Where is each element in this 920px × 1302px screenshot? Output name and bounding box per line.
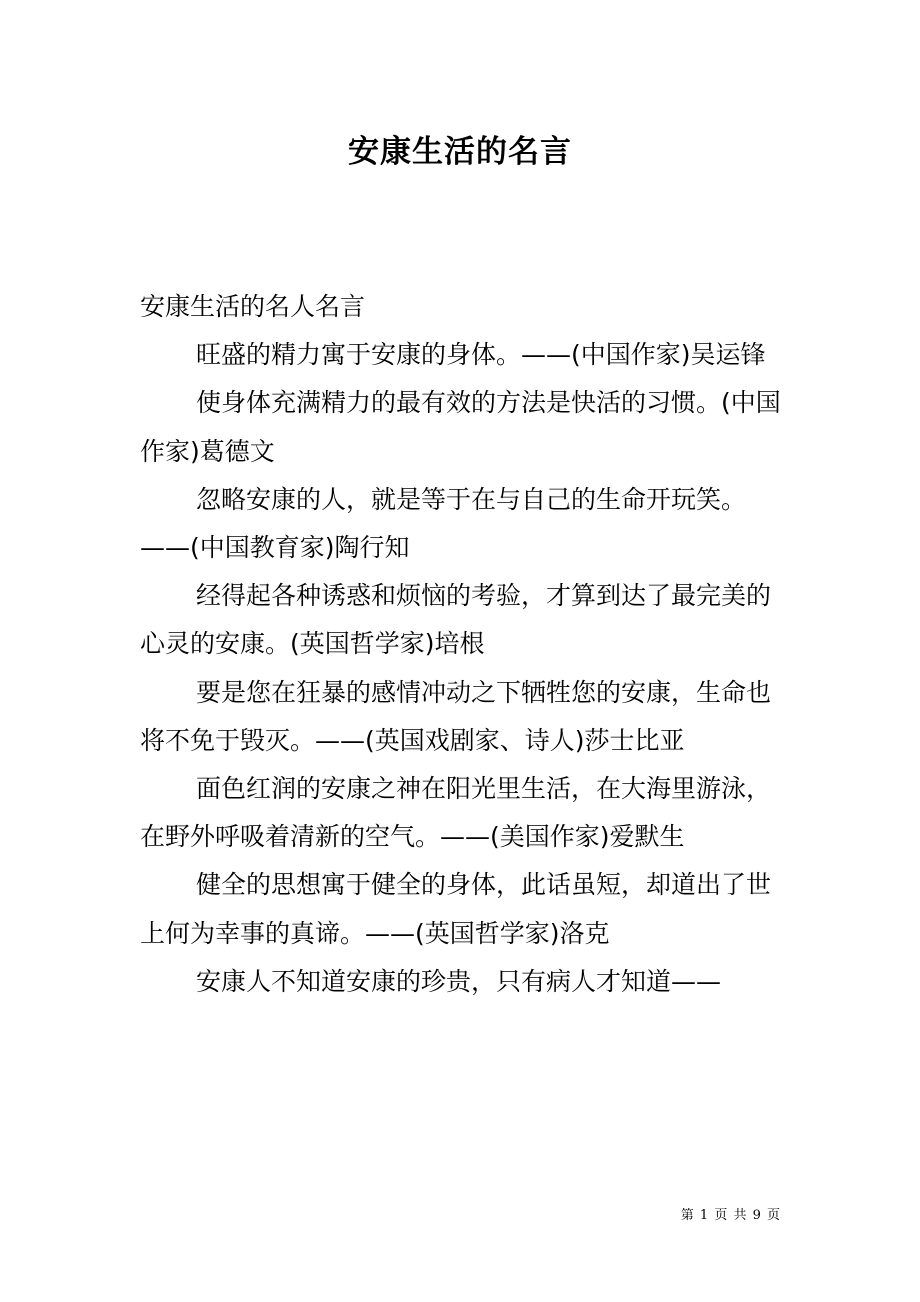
quote-paragraph: 使身体充满精力的最有效的方法是快活的习惯。(中国作家)葛德文 — [140, 388, 781, 466]
section-heading: 安康生活的名人名言 — [140, 292, 366, 321]
quote-paragraph: 健全的思想寓于健全的身体，此话虽短，却道出了世上何为幸事的真谛。——(英国哲学家)洛克 — [140, 870, 772, 948]
document-title: 安康生活的名言 — [348, 134, 572, 170]
quote-paragraph: 面色红润的安康之神在阳光里生活，在大海里游泳，在野外呼吸着清新的空气。——(美国作家)爱默生 — [140, 774, 772, 852]
document-body — [140, 283, 790, 1006]
quote-paragraph: 要是您在狂暴的感情冲动之下牺牲您的安康，生命也将不免于毁灭。——(英国戏剧家、诗人)莎士比亚 — [140, 677, 772, 755]
quote-paragraph: 忽略安康的人，就是等于在与自己的生命开玩笑。——(中国教育家)陶行知 — [140, 484, 747, 563]
quote-paragraph: 经得起各种诱惑和烦恼的考验，才算到达了最完美的心灵的安康。(英国哲学家)培根 — [140, 581, 772, 659]
page-number-footer: 第 1 页 共 9 页 — [680, 1208, 781, 1223]
quote-paragraph: 安康人不知道安康的珍贵，只有病人才知道—— — [196, 966, 722, 996]
quote-paragraph: 旺盛的精力寓于安康的身体。——(中国作家)吴运锋 — [196, 340, 766, 370]
